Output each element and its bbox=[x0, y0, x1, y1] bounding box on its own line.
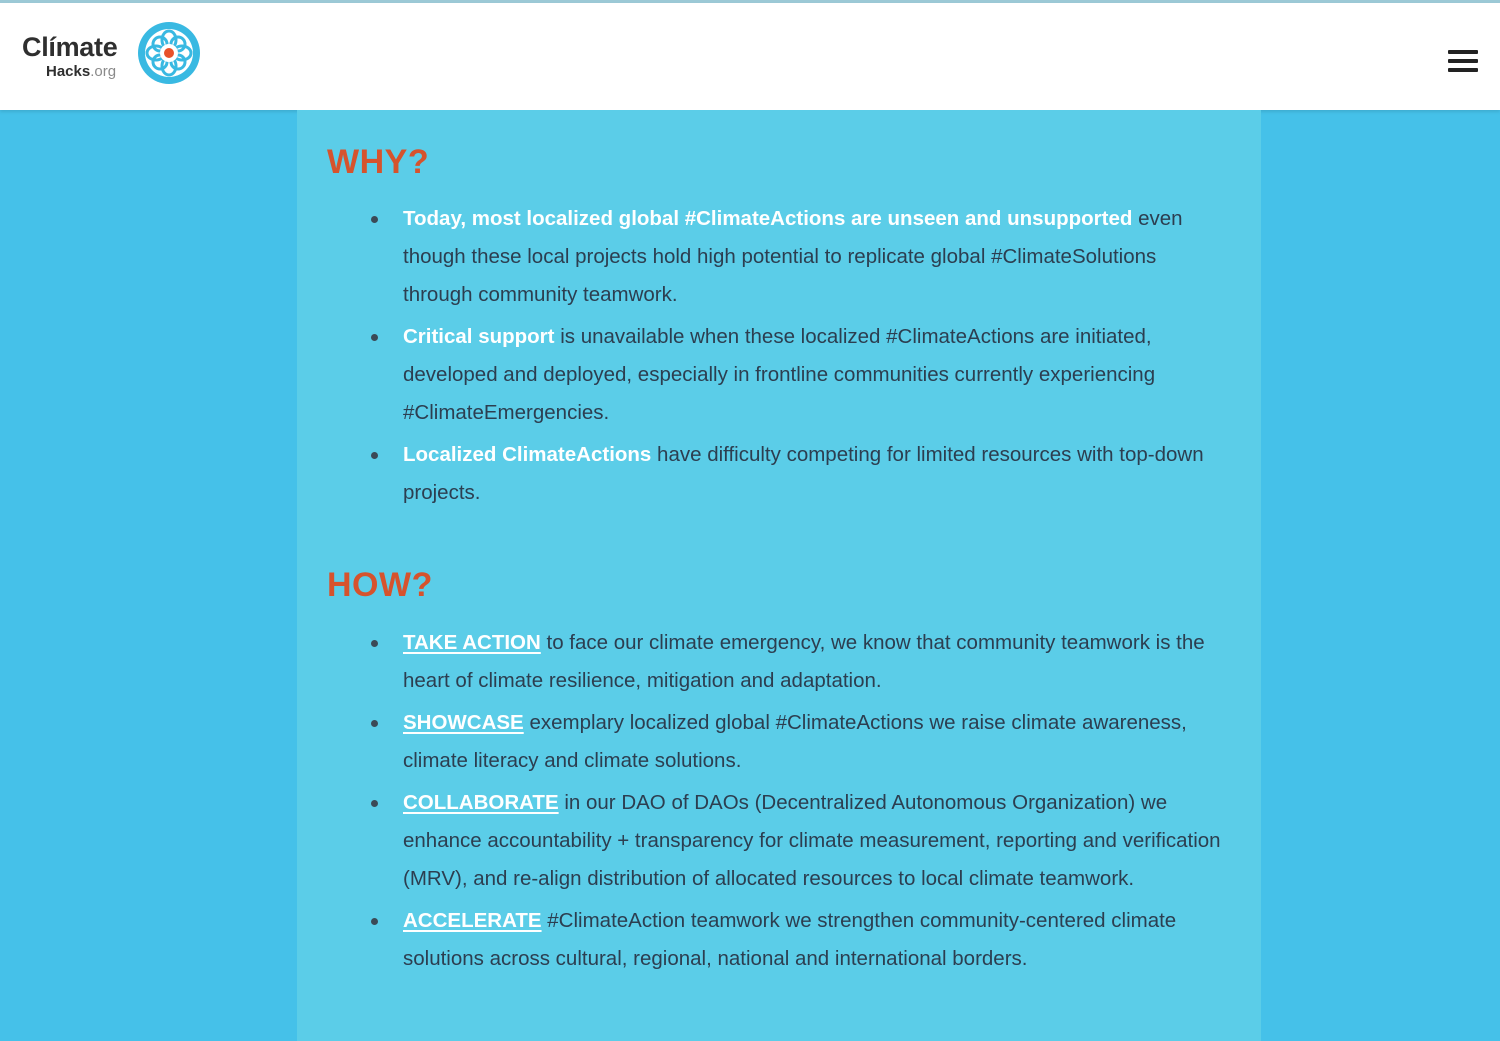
menu-bar-middle bbox=[1448, 59, 1478, 63]
logo-subline bbox=[46, 64, 116, 79]
how-item bbox=[297, 784, 1261, 898]
logo-org-text: .org bbox=[90, 63, 117, 80]
accelerate-link[interactable]: ACCELERATE bbox=[403, 909, 542, 932]
showcase-link[interactable]: SHOWCASE bbox=[403, 711, 524, 734]
why-item bbox=[297, 200, 1261, 314]
why-item-text: have difficulty competing for limited resources with top-down projects. bbox=[403, 443, 1204, 504]
site-logo[interactable] bbox=[22, 18, 207, 88]
menu-bar-top bbox=[1448, 50, 1478, 54]
bullet-icon bbox=[371, 452, 378, 459]
why-item bbox=[297, 318, 1261, 432]
bullet-icon bbox=[371, 640, 378, 647]
bullet-icon bbox=[371, 216, 378, 223]
how-item-text: exemplary localized global #ClimateActions we raise climate awareness, climate literacy and climate solutions. bbox=[403, 711, 1187, 772]
how-item bbox=[297, 624, 1261, 700]
take-action-link[interactable]: TAKE ACTION bbox=[403, 631, 541, 654]
site-header bbox=[0, 3, 1500, 110]
hamburger-menu-icon[interactable] bbox=[1444, 47, 1478, 77]
how-heading: HOW? bbox=[327, 566, 433, 604]
why-item bbox=[297, 436, 1261, 512]
bullet-icon bbox=[371, 918, 378, 925]
why-item-highlight: Localized ClimateActions bbox=[403, 443, 652, 466]
why-item-text: is unavailable when these localized #ClimateActions are initiated, developed and deployed, especially in frontline communities currently experiencing #ClimateEmergencies. bbox=[403, 325, 1156, 424]
logo-wordmark: Clímate bbox=[22, 32, 118, 62]
content-panel bbox=[297, 110, 1261, 1041]
why-list bbox=[297, 200, 1261, 512]
bullet-icon bbox=[371, 720, 378, 727]
menu-bar-bottom bbox=[1448, 68, 1478, 72]
logo-emblem-icon bbox=[136, 20, 202, 86]
why-item-highlight: Today, most localized global #ClimateActions are unseen and unsupported bbox=[403, 207, 1133, 230]
why-item-highlight: Critical support bbox=[403, 325, 555, 348]
logo-hacks-text: Hacks bbox=[46, 63, 91, 80]
how-item-text: in our DAO of DAOs (Decentralized Autonomous Organization) we enhance accountability + transparency for climate measurement, reporting and verification (MRV), and re-align distribution of allocated resources to local climate teamwork. bbox=[403, 791, 1221, 890]
why-heading: WHY? bbox=[327, 143, 430, 181]
how-item bbox=[297, 902, 1261, 978]
how-list bbox=[297, 624, 1261, 978]
bullet-icon bbox=[371, 334, 378, 341]
why-item-text: even though these local projects hold high potential to replicate global #ClimateSolutions through community teamwork. bbox=[403, 207, 1183, 306]
how-item-text: #ClimateAction teamwork we strengthen community-centered climate solutions across cultural, regional, national and international borders. bbox=[403, 909, 1177, 970]
collaborate-link[interactable]: COLLABORATE bbox=[403, 791, 559, 814]
how-item bbox=[297, 704, 1261, 780]
how-item-text: to face our climate emergency, we know that community teamwork is the heart of climate resilience, mitigation and adaptation. bbox=[403, 631, 1205, 692]
bullet-icon bbox=[371, 800, 378, 807]
